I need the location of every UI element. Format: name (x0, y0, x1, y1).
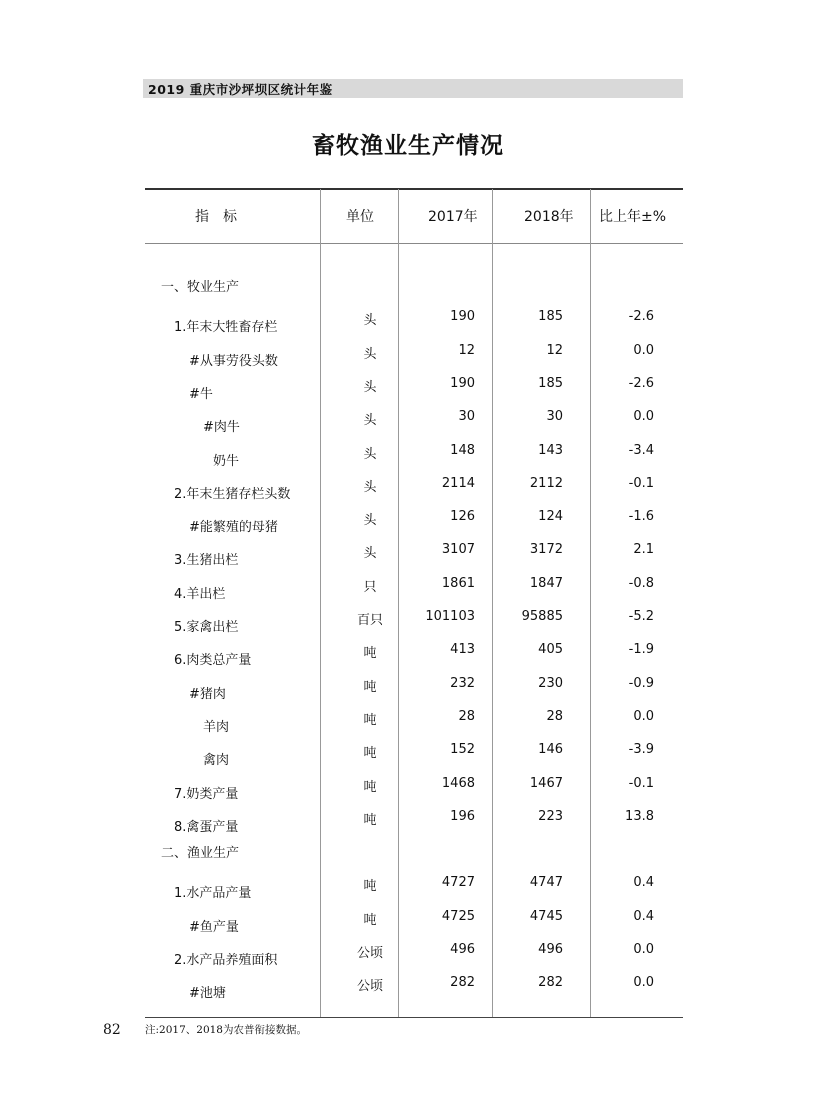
row-value-2018: 124 (538, 509, 563, 524)
row-unit: 头 (363, 447, 377, 462)
row-value-2018: 3172 (529, 542, 563, 557)
row-label: #能繁殖的母猪 (189, 520, 278, 535)
table-row (0, 309, 816, 335)
table-header-rule (145, 243, 683, 244)
row-change-percent: -0.1 (628, 476, 654, 491)
row-value-2018: 1847 (529, 576, 563, 591)
row-unit: 头 (363, 546, 377, 561)
row-value-2017: 101103 (425, 609, 475, 624)
row-change-percent: 13.8 (625, 809, 654, 824)
table-row (0, 676, 816, 702)
row-change-percent: 0.4 (633, 875, 654, 890)
row-change-percent: -0.8 (628, 576, 654, 591)
row-label: 5.家禽出栏 (174, 620, 239, 635)
row-label: 羊肉 (203, 720, 230, 735)
row-unit: 头 (363, 413, 377, 428)
table-row (0, 776, 816, 802)
row-value-2018: 185 (538, 376, 563, 391)
row-value-2018: 30 (546, 409, 563, 424)
row-label: 1.年末大牲畜存栏 (174, 320, 278, 335)
row-change-percent: -1.9 (628, 642, 654, 657)
row-value-2017: 496 (450, 942, 475, 957)
row-unit: 头 (363, 380, 377, 395)
row-unit: 吨 (363, 813, 377, 828)
row-unit: 吨 (363, 746, 377, 761)
row-label: 8.禽蛋产量 (174, 820, 239, 835)
row-change-percent: -2.6 (628, 309, 654, 324)
running-header: 2019 重庆市沙坪坝区统计年鉴 (148, 82, 333, 97)
table-bottom-rule (145, 1017, 683, 1018)
row-value-2017: 190 (450, 309, 475, 324)
row-value-2017: 126 (450, 509, 475, 524)
row-change-percent: 0.0 (633, 409, 654, 424)
row-change-percent: -0.1 (628, 776, 654, 791)
row-unit: 公顷 (356, 946, 383, 961)
table-row (0, 542, 816, 568)
row-unit: 吨 (363, 913, 377, 928)
row-change-percent: -1.6 (628, 509, 654, 524)
row-value-2018: 95885 (521, 609, 563, 624)
row-unit: 头 (363, 513, 377, 528)
row-unit: 吨 (363, 780, 377, 795)
row-label: 奶牛 (213, 454, 240, 469)
table-row (0, 709, 816, 735)
row-label: 2.年末生猪存栏头数 (174, 487, 291, 502)
row-change-percent: -3.9 (628, 742, 654, 757)
table-row (0, 409, 816, 435)
row-change-percent: -2.6 (628, 376, 654, 391)
row-value-2017: 413 (450, 642, 475, 657)
table-row (0, 376, 816, 402)
table-row (0, 842, 816, 862)
row-value-2018: 1467 (529, 776, 563, 791)
row-label: 禽肉 (203, 753, 230, 768)
row-label: 1.水产品产量 (174, 886, 252, 901)
row-value-2018: 4747 (529, 875, 563, 890)
row-unit: 公顷 (356, 979, 383, 994)
row-change-percent: 0.0 (633, 942, 654, 957)
row-value-2017: 152 (450, 742, 475, 757)
row-value-2018: 496 (538, 942, 563, 957)
table-row (0, 742, 816, 768)
row-value-2017: 1861 (441, 576, 475, 591)
row-value-2018: 12 (546, 343, 563, 358)
row-value-2018: 405 (538, 642, 563, 657)
column-header-2017: 2017年 (428, 209, 478, 225)
column-header-indicator: 指 标 (195, 209, 237, 225)
row-label: 二、渔业生产 (161, 846, 240, 861)
table-row (0, 942, 816, 968)
row-label: 3.生猪出栏 (174, 553, 239, 568)
table-top-rule (145, 188, 683, 190)
row-change-percent: -3.4 (628, 443, 654, 458)
row-label: #猪肉 (189, 687, 226, 702)
row-unit: 只 (363, 580, 377, 595)
row-value-2017: 2114 (441, 476, 475, 491)
column-header-2018: 2018年 (524, 209, 574, 225)
table-row (0, 809, 816, 835)
row-unit: 吨 (363, 646, 377, 661)
row-unit: 百只 (356, 613, 383, 628)
row-unit: 头 (363, 347, 377, 362)
row-value-2017: 282 (450, 975, 475, 990)
row-value-2017: 148 (450, 443, 475, 458)
row-value-2018: 146 (538, 742, 563, 757)
row-unit: 头 (363, 313, 377, 328)
row-value-2018: 4745 (529, 909, 563, 924)
row-value-2018: 28 (546, 709, 563, 724)
row-value-2018: 185 (538, 309, 563, 324)
row-label: 4.羊出栏 (174, 587, 226, 602)
row-change-percent: -0.9 (628, 676, 654, 691)
row-label: #从事劳役头数 (189, 354, 278, 369)
row-value-2017: 190 (450, 376, 475, 391)
row-value-2018: 143 (538, 443, 563, 458)
row-label: #肉牛 (203, 420, 240, 435)
row-value-2017: 196 (450, 809, 475, 824)
table-row (0, 276, 816, 296)
row-change-percent: 0.0 (633, 709, 654, 724)
column-header-change: 比上年±% (599, 209, 667, 225)
row-value-2017: 12 (458, 343, 475, 358)
page-title: 畜牧渔业生产情况 (312, 132, 504, 159)
row-label: 一、牧业生产 (161, 280, 240, 295)
table-row (0, 443, 816, 469)
table-row (0, 576, 816, 602)
row-value-2017: 28 (458, 709, 475, 724)
footnote: 注:2017、2018为农普衔接数据。 (145, 1024, 307, 1036)
row-unit: 头 (363, 480, 377, 495)
row-change-percent: 0.0 (633, 343, 654, 358)
column-header-unit: 单位 (346, 209, 374, 225)
page-number: 82 (103, 1022, 121, 1038)
row-label: 6.肉类总产量 (174, 653, 252, 668)
row-label: 2.水产品养殖面积 (174, 953, 278, 968)
row-value-2017: 4727 (441, 875, 475, 890)
row-change-percent: 2.1 (633, 542, 654, 557)
row-value-2017: 30 (458, 409, 475, 424)
row-change-percent: 0.0 (633, 975, 654, 990)
row-value-2017: 232 (450, 676, 475, 691)
row-label: #池塘 (189, 986, 226, 1001)
row-value-2018: 282 (538, 975, 563, 990)
row-label: #牛 (189, 387, 213, 402)
row-change-percent: -5.2 (628, 609, 654, 624)
row-unit: 吨 (363, 879, 377, 894)
table-row (0, 609, 816, 635)
table-row (0, 476, 816, 502)
table-row (0, 509, 816, 535)
row-value-2017: 3107 (441, 542, 475, 557)
table-row (0, 875, 816, 901)
row-label: #鱼产量 (189, 920, 239, 935)
row-label: 7.奶类产量 (174, 787, 239, 802)
row-change-percent: 0.4 (633, 909, 654, 924)
table-row (0, 642, 816, 668)
row-value-2018: 223 (538, 809, 563, 824)
row-unit: 吨 (363, 713, 377, 728)
table-row (0, 909, 816, 935)
table-row (0, 343, 816, 369)
row-value-2017: 1468 (441, 776, 475, 791)
row-unit: 吨 (363, 680, 377, 695)
row-value-2018: 2112 (529, 476, 563, 491)
table-row (0, 975, 816, 1001)
row-value-2017: 4725 (441, 909, 475, 924)
row-value-2018: 230 (538, 676, 563, 691)
